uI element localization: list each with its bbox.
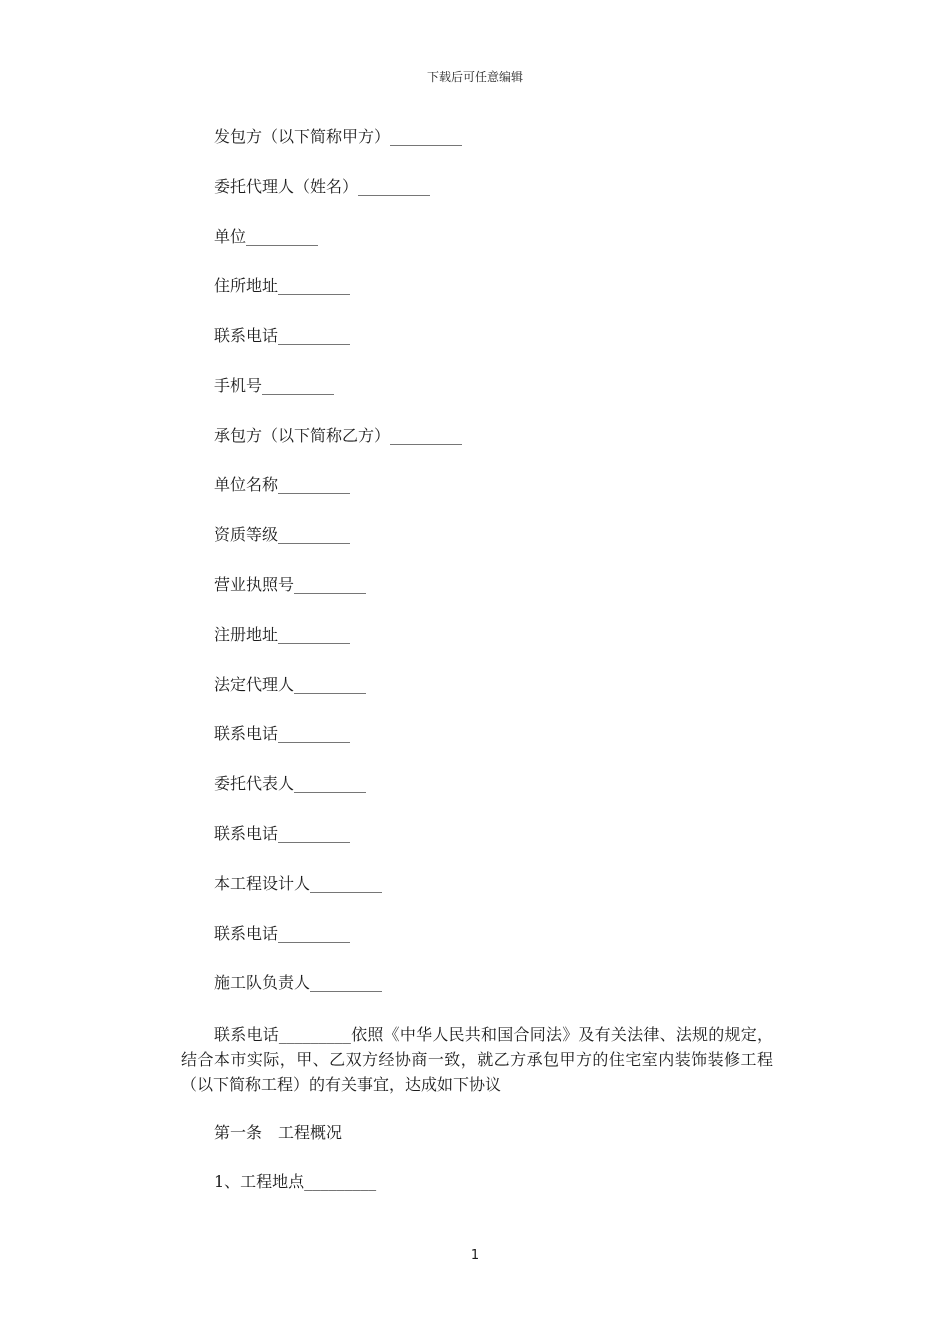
- item-project-location: 1、工程地点_________: [214, 1172, 377, 1191]
- field-crew-leader: 施工队负责人_________: [214, 973, 383, 992]
- field-contractor-b: 承包方（以下简称乙方）_________: [214, 426, 463, 445]
- agreement-paragraph: 联系电话_________依照《中华人民共和国合同法》及有关法律、法规的规定，结合本市实际，甲、乙双方经协商一致，就乙方承包甲方的住宅室内装饰装修工程（以下简称工程）的有关事宜，达成如下协议: [181, 1025, 773, 1094]
- field-legal-representative: 法定代理人_________: [214, 675, 367, 694]
- field-address: 住所地址_________: [214, 276, 351, 295]
- field-phone-2: 联系电话_________: [214, 724, 351, 743]
- field-agent-name: 委托代理人（姓名）_________: [214, 177, 431, 196]
- field-phone-3: 联系电话_________: [214, 824, 351, 843]
- field-business-license: 营业执照号_________: [214, 575, 367, 594]
- section-title: 第一条 工程概况: [214, 1123, 343, 1142]
- page-number: 1: [470, 1248, 480, 1263]
- field-designer: 本工程设计人_________: [214, 874, 383, 893]
- field-unit: 单位_________: [214, 227, 319, 246]
- field-qualification: 资质等级_________: [214, 525, 351, 544]
- field-registered-address: 注册地址_________: [214, 625, 351, 644]
- field-unit-name: 单位名称_________: [214, 475, 351, 494]
- field-phone-4: 联系电话_________: [214, 924, 351, 943]
- field-phone: 联系电话_________: [214, 326, 351, 345]
- field-delegate: 委托代表人_________: [214, 774, 367, 793]
- field-mobile: 手机号_________: [214, 376, 335, 395]
- page-header: 下载后可任意编辑: [426, 70, 523, 84]
- field-contractor-a: 发包方（以下简称甲方）_________: [214, 127, 463, 146]
